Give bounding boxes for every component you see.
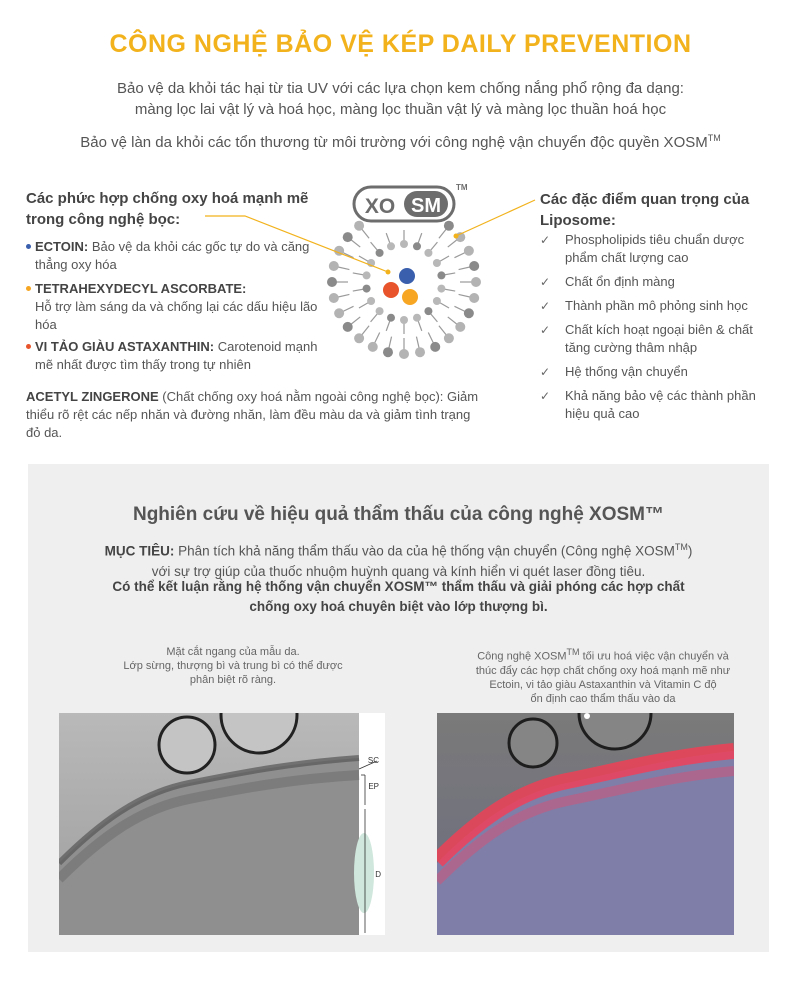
caption-right-line: thúc đẩy các hợp chất chống oxy hoá mạnh mẽ như	[475, 664, 731, 677]
list-item-text: Chất ổn định màng	[565, 274, 675, 289]
caption-right-line: Ectoin, vi tảo giàu Astaxanthin và Vitamin C độ	[489, 678, 717, 691]
list-item-text: Khả năng bảo vệ các thành phần hiệu quả cao	[565, 388, 756, 421]
leader-dot-right	[454, 234, 459, 239]
check-icon: ✓	[540, 275, 551, 289]
list-item-text: Thành phần mô phỏng sinh học	[565, 298, 748, 313]
list-item	[540, 363, 780, 381]
label-d: D	[375, 870, 381, 879]
study-panel	[28, 464, 769, 952]
caption-left-line: phân biệt rõ ràng.	[189, 674, 277, 686]
check-icon: ✓	[540, 233, 551, 247]
check-icon: ✓	[540, 365, 551, 379]
caption-left	[78, 645, 388, 687]
skin-cross-section-image	[59, 713, 385, 935]
leader-line-right	[456, 200, 535, 236]
antioxidant-desc: Bảo vệ da khỏi các gốc tự do và căng thẳng oxy hóa	[35, 239, 310, 272]
antioxidant-name: TETRAHEXYDECYL ASCORBATE:	[35, 281, 247, 296]
list-item-text: Phospholipids tiêu chuẩn dược phẩm chất lượng cao	[565, 232, 745, 265]
fluorescence-micrograph-image	[437, 713, 734, 935]
label-ep: EP	[368, 782, 379, 791]
antioxidants-title-line-1: Các phức hợp chống oxy hoá mạnh mẽ	[26, 190, 309, 207]
list-item	[540, 321, 780, 357]
antioxidants-title-line-2: trong công nghệ bọc:	[26, 211, 181, 228]
conclusion-line-1: Có thể kết luận rằng hệ thống vận chuyển XOSM™ thẩm thấu và giải phóng các hợp chất	[112, 579, 685, 594]
caption-right-text: Công nghệ XOSM	[477, 650, 567, 663]
check-icon: ✓	[540, 323, 551, 337]
list-item	[540, 387, 780, 423]
acetyl-desc: (Chất chống oxy hoá nằm ngoài công nghệ bọc): Giảm thiểu rõ rệt các nếp nhăn và đường nhăn, làm đều màu da và giảm tình trạng đỏ da.	[26, 389, 479, 440]
study-title: Nghiên cứu về hiệu quả thẩm thấu của công nghệ XOSM™	[132, 504, 665, 525]
logo-text-xo: XO	[364, 195, 396, 218]
intro-line-2: màng lọc lai vật lý và hoá học, màng lọc thuần vật lý và màng lọc thuần hoá học	[134, 101, 667, 118]
check-icon: ✓	[540, 299, 551, 313]
caption-left-line: Lớp sừng, thượng bì và trung bì có thể được	[123, 660, 343, 672]
caption-right-text-end: tối ưu hoá việc vận chuyển và	[579, 650, 729, 663]
conclusion-line-2: chống oxy hoá chuyên biệt vào lớp thượng bì.	[249, 599, 548, 614]
objective-text: Phân tích khả năng thẩm thấu vào da của hệ thống vận chuyển (Công nghệ XOSM	[174, 543, 675, 559]
check-icon: ✓	[540, 389, 551, 403]
page-title: CÔNG NGHỆ BẢO VỆ KÉP DAILY PREVENTION	[109, 30, 692, 58]
logo-tm: TM	[456, 183, 468, 192]
liposome-title	[540, 189, 780, 231]
liposome-title-line-1: Các đặc điểm quan trọng của	[540, 191, 750, 208]
objective-label: MỤC TIÊU:	[104, 543, 175, 559]
acetyl-name: ACETYL ZINGERONE	[26, 389, 159, 404]
objective-line-2: với sự trợ giúp của thuốc nhuộm huỳnh quang và kính hiển vi quét laser đồng tiêu.	[151, 563, 646, 579]
objective-tm: TM	[674, 542, 688, 552]
list-item	[540, 297, 780, 315]
intro-xosm-tm: TM	[707, 133, 721, 143]
study-conclusion	[58, 577, 739, 617]
list-item-text: Hệ thống vận chuyển	[565, 364, 688, 379]
antioxidant-name: VI TẢO GIÀU ASTAXANTHIN:	[35, 339, 215, 354]
caption-right-line: ổn định cao thẩm thấu vào da	[530, 692, 676, 705]
intro-xosm-text: Bảo vệ làn da khỏi các tổn thương từ môi trường với công nghệ vận chuyển độc quyền XOSM	[80, 134, 708, 151]
liposome-title-line-2: Liposome:	[540, 212, 616, 229]
leader-line-left	[205, 216, 388, 272]
caption-right	[438, 645, 768, 706]
liposome-feature-list	[540, 231, 780, 429]
objective-text-end: )	[687, 543, 693, 559]
logo-text-sm: SM	[411, 195, 441, 217]
caption-left-line: Mặt cắt ngang của mẫu da.	[166, 646, 300, 658]
list-item	[540, 231, 780, 267]
study-objective	[58, 537, 739, 582]
list-item-text: Chất kích hoạt ngoại biên & chất tăng cường thâm nhập	[565, 322, 753, 355]
intro-line-1: Bảo vệ da khỏi tác hại từ tia UV với các lựa chọn kem chống nắng phổ rộng đa dạng:	[117, 80, 684, 97]
antioxidant-desc: Carotenoid mạnh mẽ nhất được tìm thấy trong tự nhiên	[35, 339, 318, 372]
antioxidant-name: ECTOIN:	[35, 239, 89, 254]
caption-right-tm: TM	[566, 647, 580, 657]
leader-dot-left	[386, 270, 391, 275]
label-sc: SC	[367, 756, 379, 765]
list-item	[540, 273, 780, 291]
antioxidant-desc: Hỗ trợ làm sáng da và chống lại các dấu hiệu lão hóa	[35, 299, 318, 332]
